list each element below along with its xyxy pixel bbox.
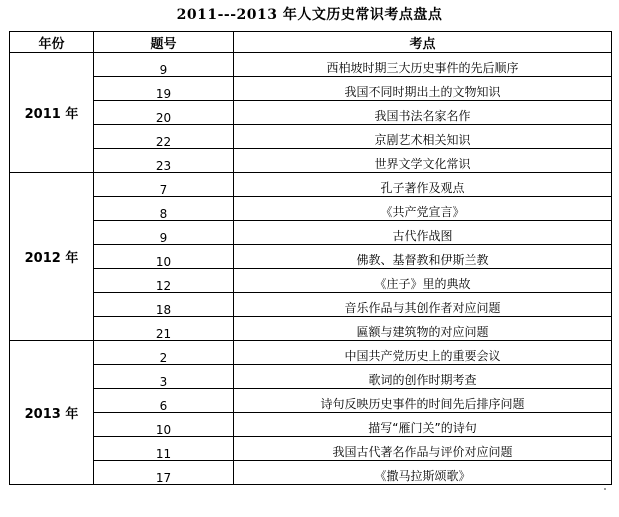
question-number-cell: 10 (94, 245, 234, 269)
question-number-cell: 2 (94, 341, 234, 365)
table-row (10, 341, 612, 365)
question-number-cell: 7 (94, 173, 234, 197)
question-number-cell: 17 (94, 461, 234, 485)
table-row (10, 437, 612, 461)
topic-cell: 诗句反映历史事件的时间先后排序问题 (234, 389, 612, 413)
question-number-cell: 6 (94, 389, 234, 413)
year-cell: 2013 年 (10, 341, 94, 485)
question-number-cell: 23 (94, 149, 234, 173)
table-row (10, 101, 612, 125)
corner-mark (604, 488, 606, 490)
table-header-row (10, 32, 612, 53)
exam-topics-table (9, 31, 612, 485)
question-number-cell: 21 (94, 317, 234, 341)
table-row (10, 149, 612, 173)
table-row (10, 173, 612, 197)
topic-cell: 西柏坡时期三大历史事件的先后顺序 (234, 53, 612, 77)
topic-cell: 我国书法名家名作 (234, 101, 612, 125)
table-row (10, 413, 612, 437)
table-row (10, 317, 612, 341)
question-number-cell: 12 (94, 269, 234, 293)
topic-cell: 歌词的创作时期考查 (234, 365, 612, 389)
topic-cell: 世界文学文化常识 (234, 149, 612, 173)
topic-cell: 孔子著作及观点 (234, 173, 612, 197)
table-row (10, 197, 612, 221)
table-row (10, 365, 612, 389)
question-number-cell: 9 (94, 221, 234, 245)
topic-cell: 《共产党宣言》 (234, 197, 612, 221)
question-number-cell: 22 (94, 125, 234, 149)
topic-cell: 匾额与建筑物的对应问题 (234, 317, 612, 341)
table-row (10, 269, 612, 293)
question-number-cell: 3 (94, 365, 234, 389)
question-number-cell: 8 (94, 197, 234, 221)
topic-cell: 《庄子》里的典故 (234, 269, 612, 293)
topic-cell: 我国古代著名作品与评价对应问题 (234, 437, 612, 461)
year-cell: 2011 年 (10, 53, 94, 173)
header-year: 年份 (10, 32, 94, 53)
question-number-cell: 18 (94, 293, 234, 317)
table-body (10, 53, 612, 485)
topic-cell: 我国不同时期出土的文物知识 (234, 77, 612, 101)
year-cell: 2012 年 (10, 173, 94, 341)
table-row (10, 389, 612, 413)
topic-cell: 佛教、基督教和伊斯兰教 (234, 245, 612, 269)
topic-cell: 古代作战图 (234, 221, 612, 245)
question-number-cell: 20 (94, 101, 234, 125)
table-row (10, 245, 612, 269)
table-row (10, 461, 612, 485)
question-number-cell: 10 (94, 413, 234, 437)
page-title: 2011---2013 年人文历史常识考点盘点 (176, 7, 443, 23)
question-number-cell: 19 (94, 77, 234, 101)
topic-cell: 中国共产党历史上的重要会议 (234, 341, 612, 365)
topic-cell: 京剧艺术相关知识 (234, 125, 612, 149)
topic-cell: 描写“雁门关”的诗句 (234, 413, 612, 437)
header-topic: 考点 (234, 32, 612, 53)
topic-cell: 音乐作品与其创作者对应问题 (234, 293, 612, 317)
topic-cell: 《撒马拉斯颂歌》 (234, 461, 612, 485)
table-row (10, 53, 612, 77)
question-number-cell: 9 (94, 53, 234, 77)
table-row (10, 125, 612, 149)
table-row (10, 293, 612, 317)
table-row (10, 77, 612, 101)
question-number-cell: 11 (94, 437, 234, 461)
header-number: 题号 (94, 32, 234, 53)
table-row (10, 221, 612, 245)
